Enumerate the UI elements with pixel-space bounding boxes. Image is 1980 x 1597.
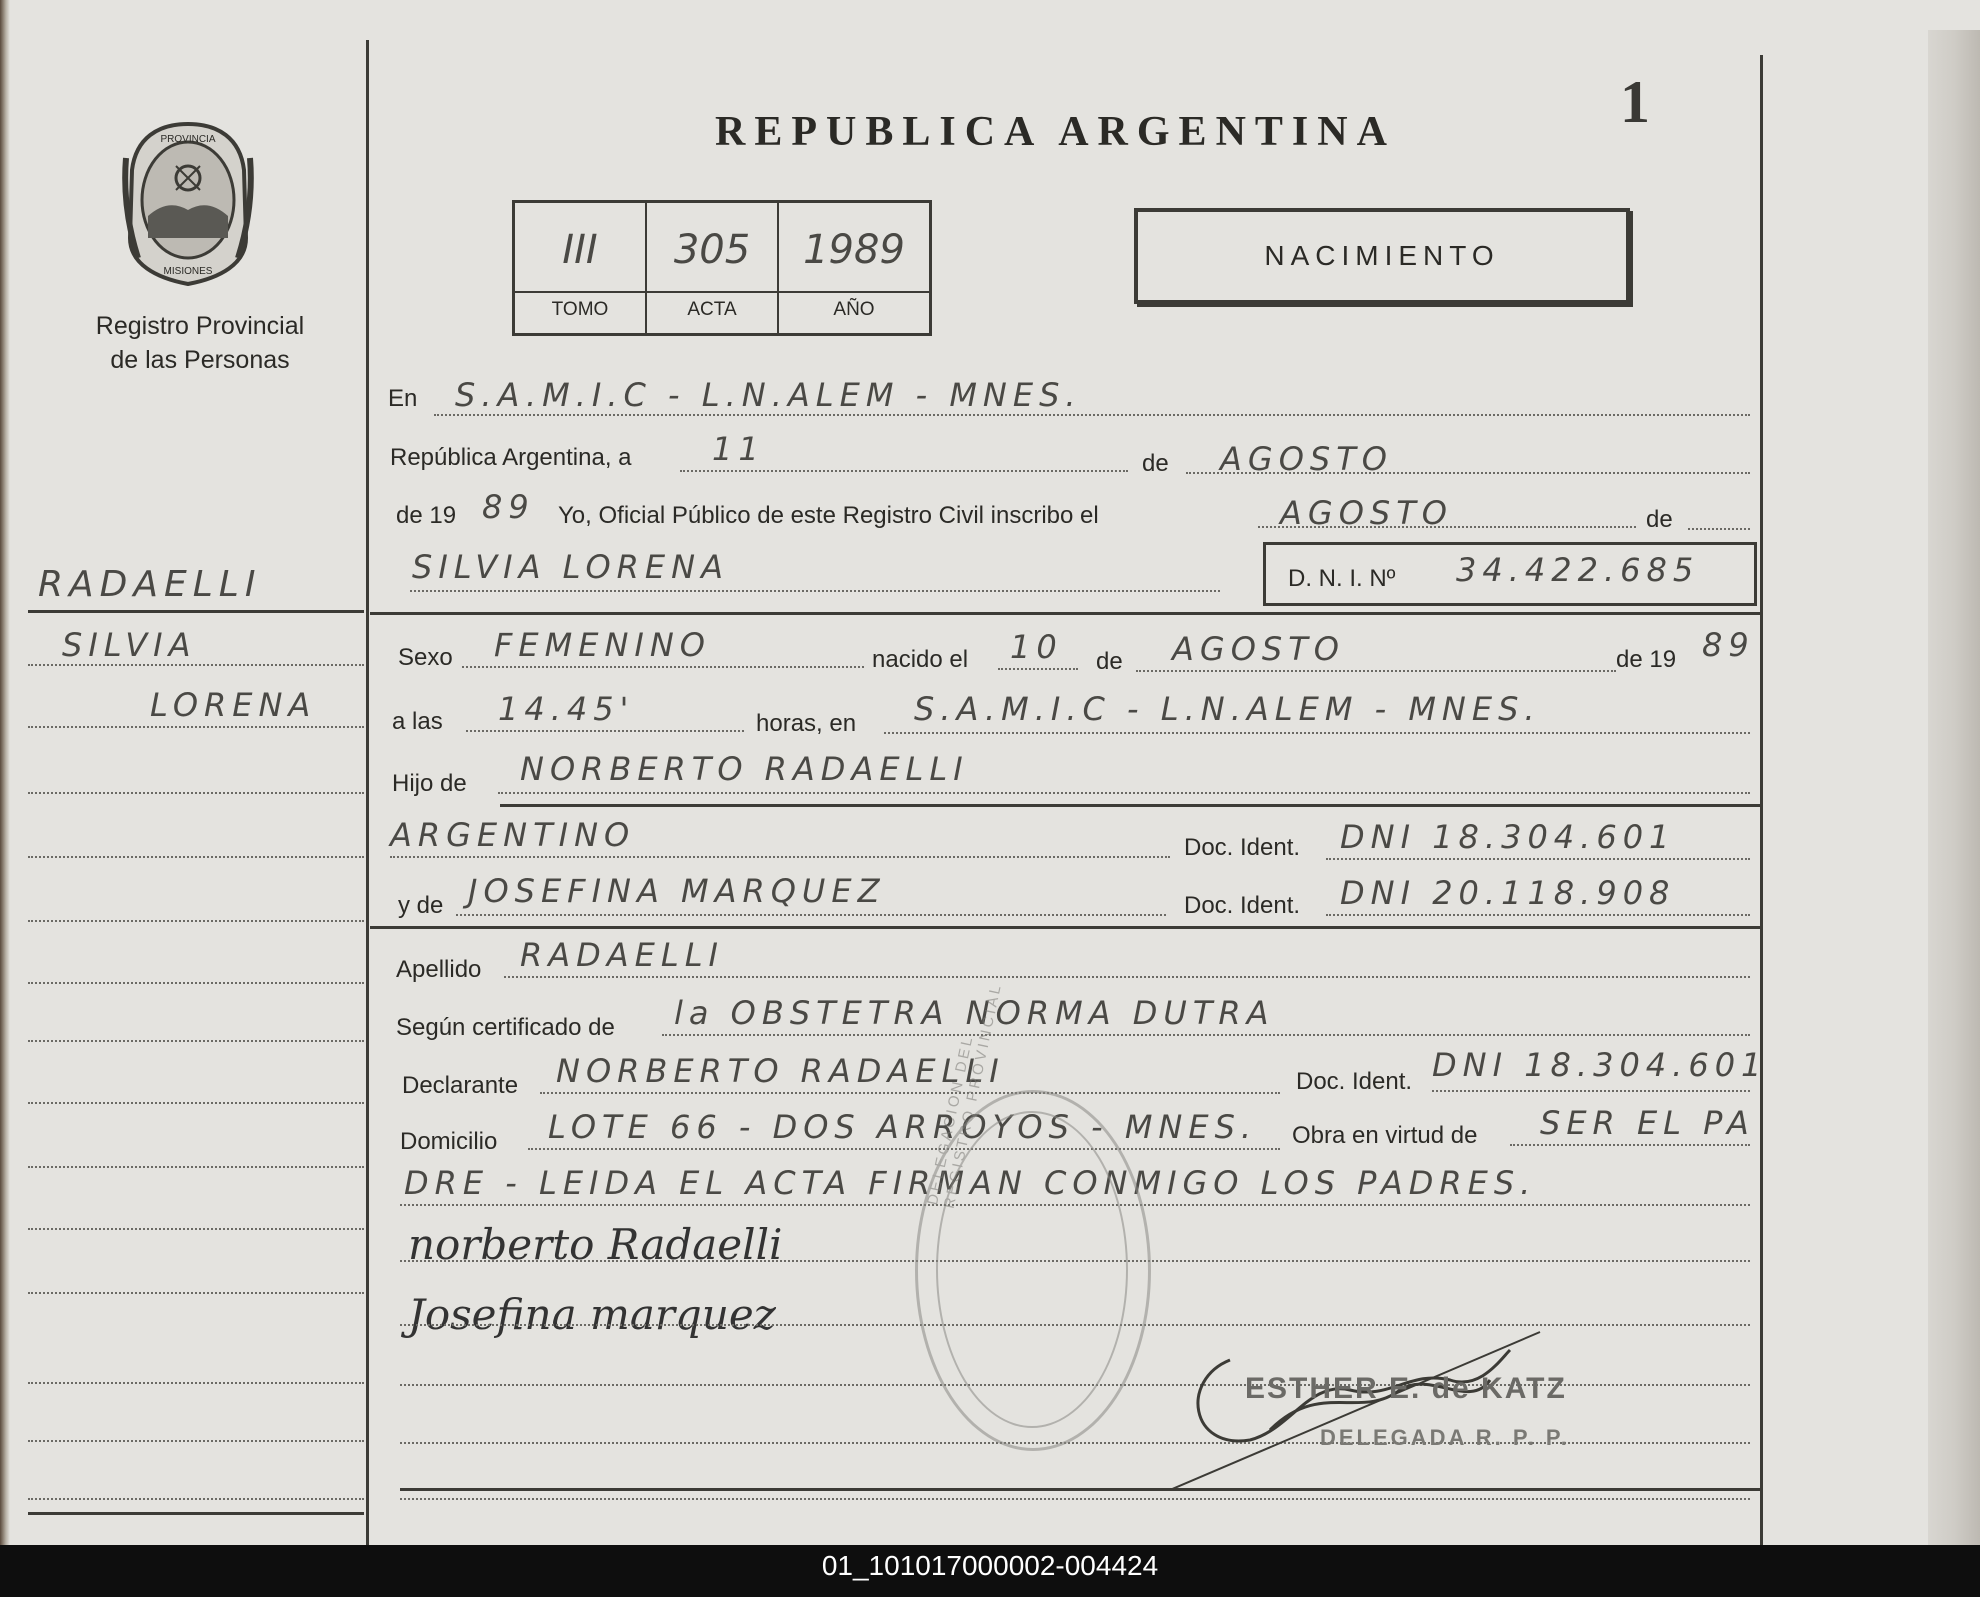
alas-label: a las	[392, 708, 443, 735]
apellido-value: RADAELLI	[520, 936, 724, 974]
declarante-label: Declarante	[402, 1072, 519, 1099]
padre-nacionalidad: ARGENTINO	[390, 816, 636, 854]
dni-label: D. N. I. Nº	[1288, 565, 1396, 592]
month-value: AGOSTO	[1220, 440, 1393, 478]
certificado-label: Según certificado de	[396, 1014, 615, 1041]
yde-label: y de	[398, 892, 444, 919]
margin-middle-name: LORENA	[150, 686, 317, 724]
acta-cell	[647, 203, 779, 333]
official-title: DELEGADA R. P. P.	[1320, 1425, 1570, 1450]
padre-doc-value: DNI 18.304.601	[1340, 818, 1676, 856]
birth-de-label: de	[1096, 648, 1123, 675]
page-stack-edge	[1928, 30, 1980, 1545]
hijo-label: Hijo de	[392, 770, 467, 797]
year-value: 89	[482, 488, 535, 526]
sexo-label: Sexo	[398, 644, 453, 671]
birth-day-value: 10	[1010, 628, 1063, 666]
acta-label: ACTA	[687, 299, 737, 320]
anio-value: 1989	[803, 227, 905, 273]
margin-surname: RADAELLI	[38, 564, 262, 605]
page-right-border	[1760, 55, 1763, 1545]
day-value: 11	[712, 430, 765, 468]
anio-cell	[779, 203, 929, 333]
emblem-text-bottom: MISIONES	[163, 266, 213, 277]
dni-box	[1263, 542, 1757, 606]
tomo-cell	[515, 203, 647, 333]
page-number: 1	[1620, 69, 1650, 135]
margin-first-name: SILVIA	[62, 626, 197, 664]
declarante-doc-value: DNI 18.304.601	[1432, 1046, 1768, 1084]
declarante-value: NORBERTO RADAELLI	[556, 1052, 1005, 1090]
madre-doc-value: DNI 20.118.908	[1340, 874, 1676, 912]
year-prefix: de 19	[396, 502, 457, 529]
margin-divider	[366, 40, 369, 1545]
continuation-value: DRE - LEIDA EL ACTA FIRMAN CONMIGO LOS PADRES.	[404, 1164, 1537, 1202]
organization-line1: Registro Provincial	[95, 312, 305, 340]
birth-year-value: 89	[1702, 626, 1755, 664]
tomo-value: III	[562, 227, 598, 273]
en-label: En	[388, 385, 418, 412]
apellido-label: Apellido	[396, 956, 482, 983]
signature-mother: Josefina marquez	[408, 1290, 776, 1339]
name-value: SILVIA LORENA	[412, 548, 729, 586]
republica-label: República Argentina, a	[390, 444, 632, 471]
domicilio-value: LOTE 66 - DOS ARROYOS - MNES.	[548, 1108, 1258, 1146]
certificado-value: la OBSTETRA NORMA DUTRA	[674, 994, 1275, 1032]
page-title: REPUBLICA ARGENTINA	[715, 109, 1396, 155]
nacido-label: nacido el	[872, 646, 969, 673]
hora-value: 14.45'	[498, 690, 635, 728]
obra-value: SER EL PA	[1540, 1104, 1755, 1142]
official-seal	[915, 981, 1151, 1451]
document-id: 01_101017000002-004424	[821, 1550, 1159, 1581]
anio-label: AÑO	[833, 299, 875, 320]
padre-doc-label: Doc. Ident.	[1184, 834, 1301, 861]
official-name: ESTHER E. de KATZ	[1245, 1372, 1567, 1405]
inscribo-de-label: de	[1646, 506, 1673, 533]
lugar-value: S.A.M.I.C - L.N.ALEM - MNES.	[914, 690, 1541, 728]
binding-edge	[0, 0, 10, 1545]
en-value: S.A.M.I.C - L.N.ALEM - MNES.	[455, 376, 1082, 414]
sexo-value: FEMENINO	[494, 626, 711, 664]
declarante-doc-label: Doc. Ident.	[1296, 1068, 1413, 1095]
oficial-text: Yo, Oficial Público de este Registro Civil inscribo el	[558, 502, 1099, 529]
seal-text: DELEGACION DEL REGISTRO PROVINCIAL	[924, 981, 1006, 1211]
madre-value: JOSEFINA MARQUEZ	[468, 872, 886, 910]
margin-rule	[28, 610, 364, 613]
madre-doc-label: Doc. Ident.	[1184, 892, 1301, 919]
dni-value: 34.422.685	[1456, 551, 1700, 589]
birth-year-prefix: de 19	[1616, 646, 1677, 673]
padre-value: NORBERTO RADAELLI	[520, 750, 969, 788]
signature-father: norberto Radaelli	[408, 1220, 783, 1269]
registry-box	[512, 200, 932, 336]
inscribo-value: AGOSTO	[1280, 494, 1453, 532]
horas-label: horas, en	[756, 710, 857, 737]
misiones-coat-of-arms	[118, 118, 258, 288]
tomo-label: TOMO	[551, 299, 609, 320]
birth-month-value: AGOSTO	[1172, 630, 1345, 668]
de-label: de	[1142, 450, 1169, 477]
organization-line2: de las Personas	[110, 346, 290, 374]
official-signature-scrawl	[1170, 1320, 1570, 1500]
emblem-text-top: PROVINCIA	[160, 134, 216, 145]
domicilio-label: Domicilio	[400, 1128, 498, 1155]
obra-label: Obra en virtud de	[1292, 1122, 1478, 1149]
record-type-box: NACIMIENTO	[1134, 208, 1630, 304]
acta-value: 305	[673, 227, 751, 273]
